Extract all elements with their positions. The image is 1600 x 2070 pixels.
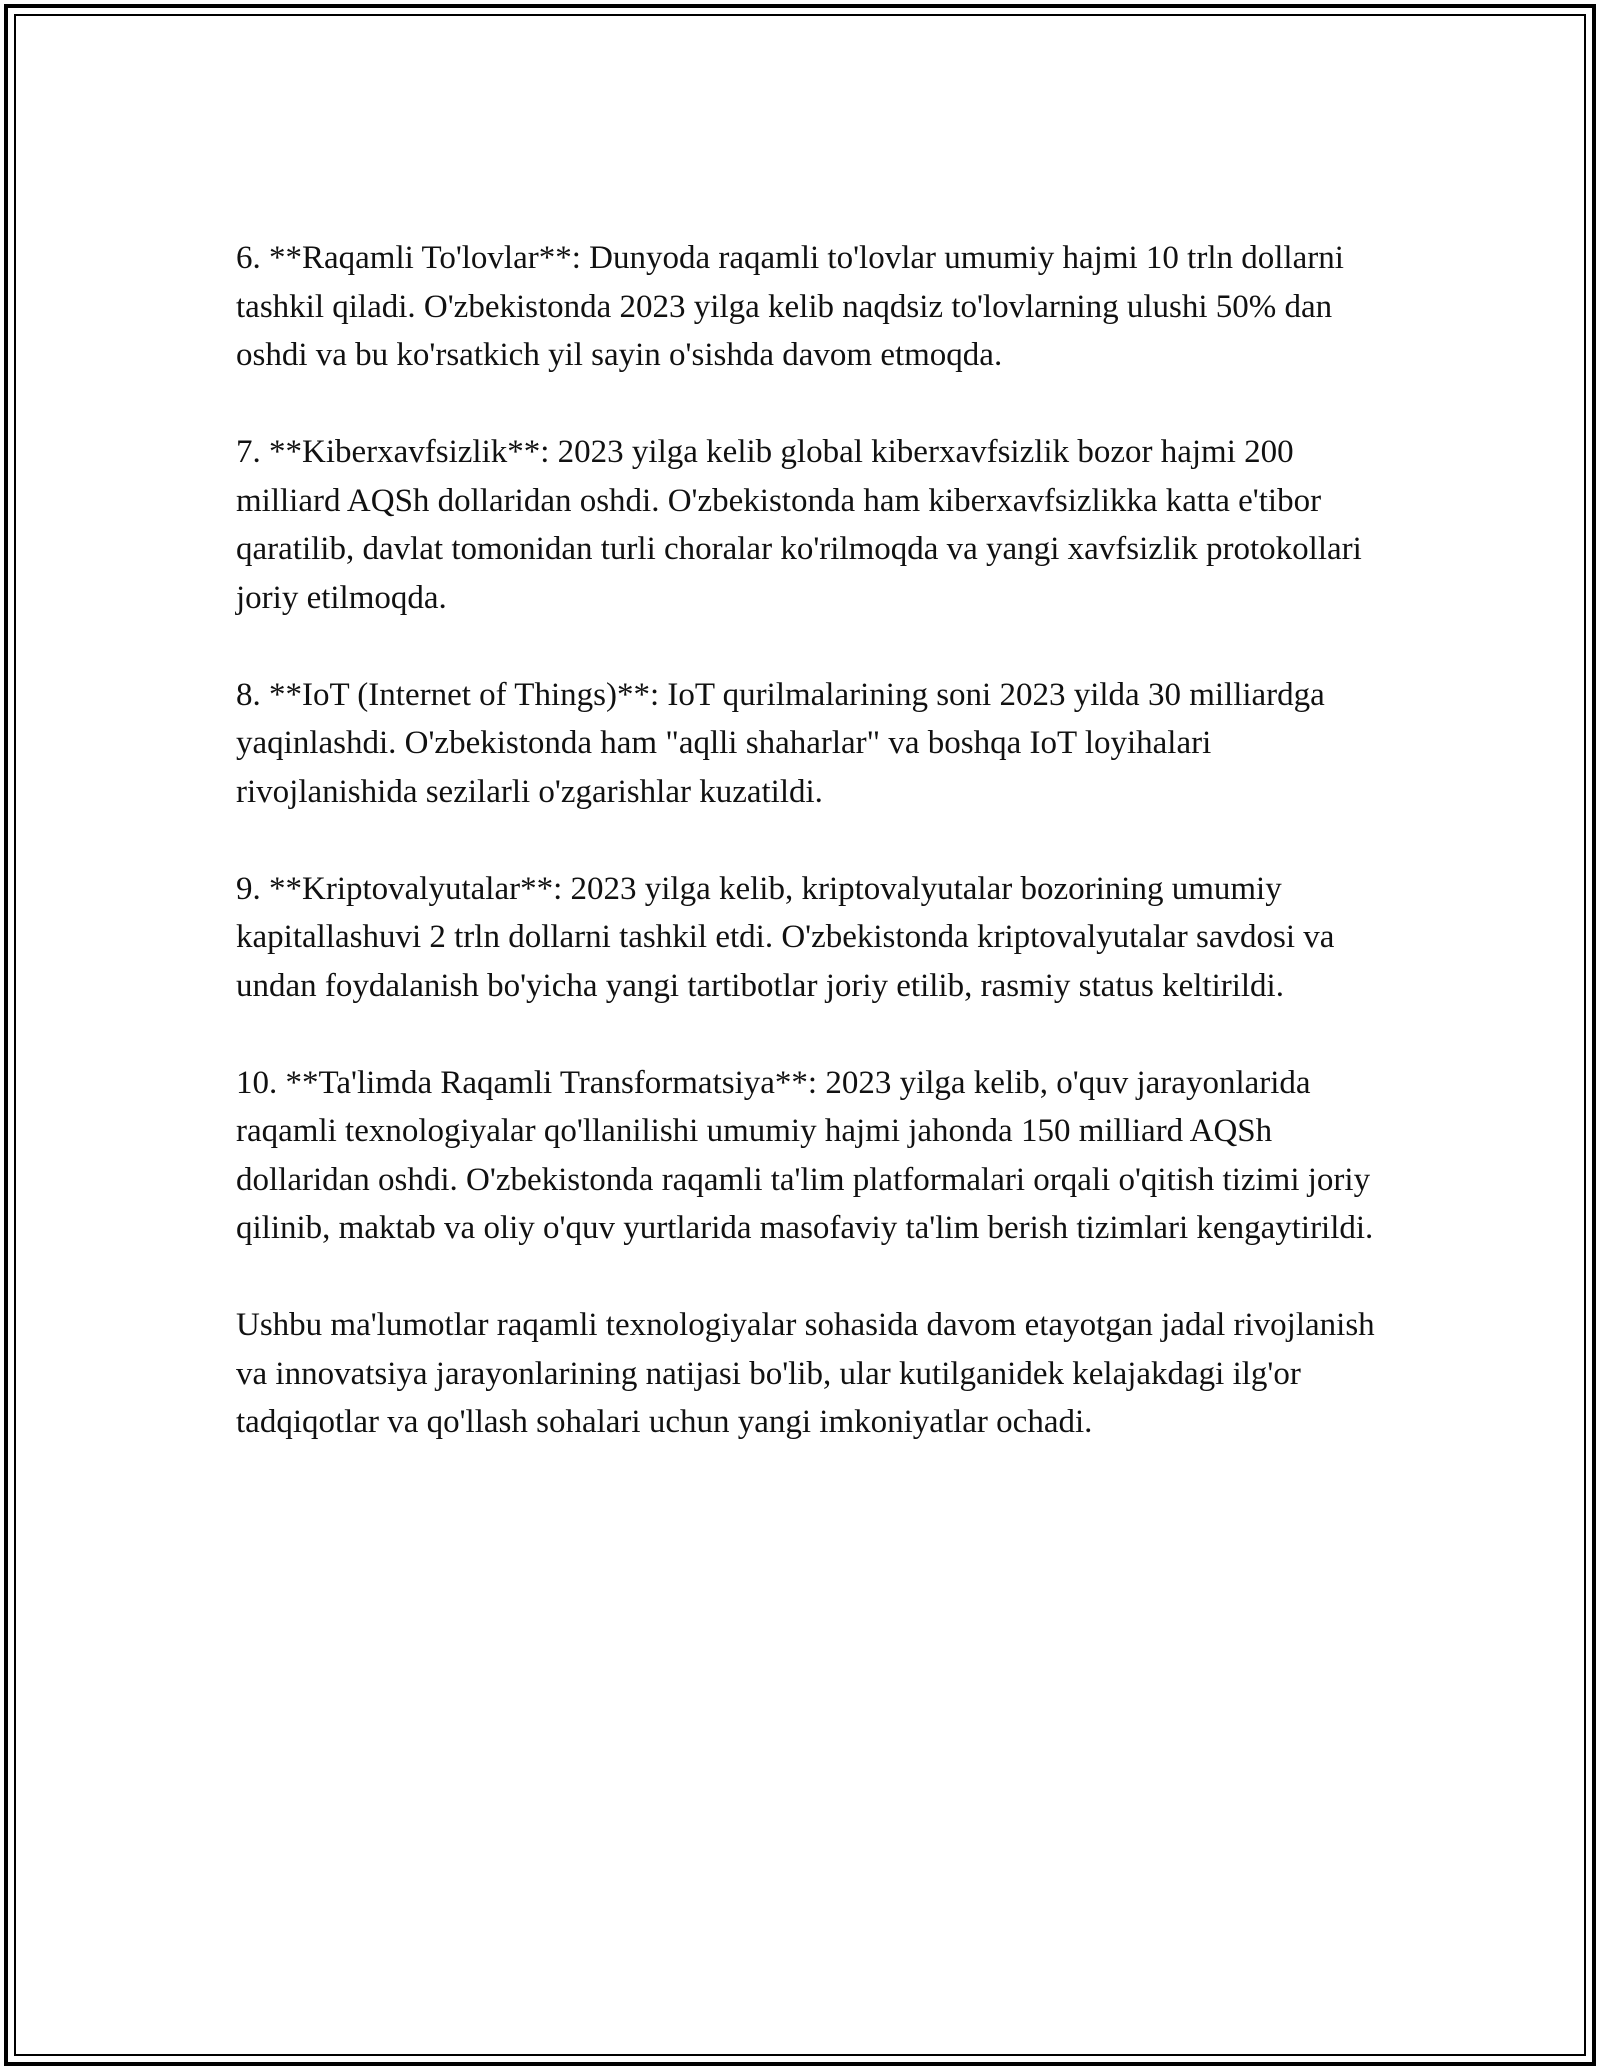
paragraph-cryptocurrencies: 9. **Kriptovalyutalar**: 2023 yilga kelib, kriptovalyutalar bozorining umumiy kapitallashuvi 2 trln dollarni tashkil etdi. O'zbekistonda kriptovalyutalar savdosi va undan foydalanish bo'yicha yangi tartibotlar joriy etilib, rasmiy status keltirildi. bbox=[236, 870, 1335, 1004]
paragraph-digital-payments: 6. **Raqamli To'lovlar**: Dunyoda raqamli to'lovlar umumiy hajmi 10 trln dollarni tashkil qiladi. O'zbekistonda 2023 yilga kelib naqdsiz to'lovlarning ulushi 50% dan oshdi va bu ko'rsatkich yil sayin o'sishda davom etmoqda. bbox=[236, 240, 1344, 373]
document-body bbox=[236, 234, 1386, 1495]
paragraph-education-transformation: 10. **Ta'limda Raqamli Transformatsiya**: 2023 yilga kelib, o'quv jarayonlarida raqamli texnologiyalar qo'llanilishi umumiy hajmi jahonda 150 milliard AQSh dollaridan oshdi. O'zbekistonda raqamli ta'lim platformalari orqali o'qitish tizimi joriy qilinib, maktab va oliy o'quv yurtlarida masofaviy ta'lim berish tizimlari kengaytirildi. bbox=[236, 1064, 1374, 1246]
paragraph-conclusion: Ushbu ma'lumotlar raqamli texnologiyalar sohasida davom etayotgan jadal rivojlanish va innovatsiya jarayonlarining natijasi bo'lib, ular kutilganidek kelajakdagi ilg'or tadqiqotlar va qo'llash sohalari uchun yangi imkoniyatlar ochadi. bbox=[236, 1307, 1375, 1440]
paragraph-iot: 8. **IoT (Internet of Things)**: IoT qurilmalarining soni 2023 yilda 30 milliardga yaqinlashdi. O'zbekistonda ham "aqlli shaharlar" va boshqa IoT loyihalari rivojlanishida sezilarli o'zgarishlar kuzatildi. bbox=[236, 676, 1325, 810]
paragraph-cybersecurity: 7. **Kiberxavfsizlik**: 2023 yilga kelib global kiberxavfsizlik bozor hajmi 200 milliard AQSh dollaridan oshdi. O'zbekistonda ham kiberxavfsizlikka katta e'tibor qaratilib, davlat tomonidan turli choralar ko'rilmoqda va yangi xavfsizlik protokollari joriy etilmoqda. bbox=[236, 434, 1362, 616]
